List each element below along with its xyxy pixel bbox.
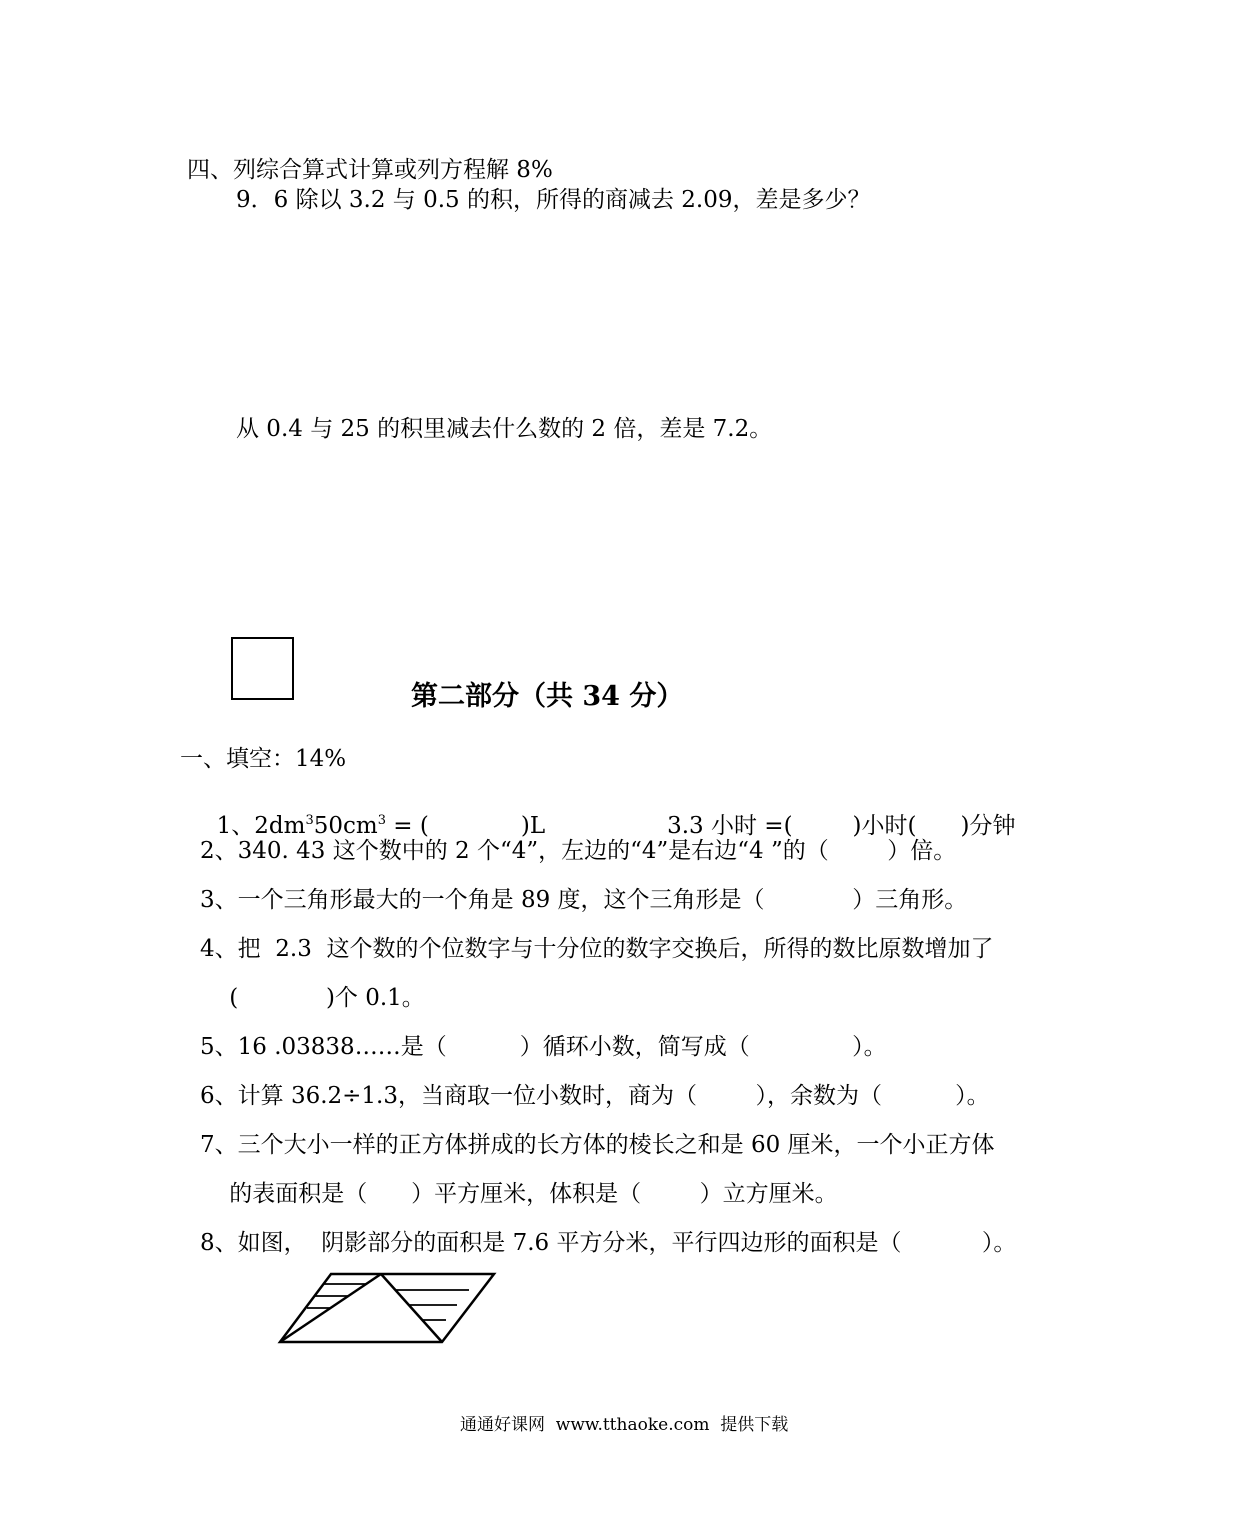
fill-item-4-continued: ( )个 0.1。 [200,985,425,1011]
item1-value-cm: 50cm [313,813,378,839]
item1-value-dm: 2dm [254,813,306,839]
item1-hours-mid: )小时( [852,813,917,839]
footer-credit: 通通好课网 www.tthaoke.com 提供下载 [460,1415,789,1435]
item1-hours-start: 3.3 小时 =( [667,813,793,839]
fill-item-7: 7、三个大小一样的正方体拼成的长方体的棱长之和是 60 厘米，一个小正方体 [200,1132,995,1158]
section4-heading: 四、列综合算式计算或列方程解 8% [187,157,553,183]
section1-heading: 一、填空：14% [180,746,347,772]
item1-unit-l: )L [520,813,546,839]
section4-question-2: 从 0.4 与 25 的积里减去什么数的 2 倍，差是 7.2。 [236,416,773,442]
fill-item-2: 2、340. 43 这个数中的 2 个“4”，左边的“4”是右边“4 ”的（ ）倍。 [200,838,957,864]
fill-item-3: 3、一个三角形最大的一个角是 89 度，这个三角形是（ ）三角形。 [200,887,968,913]
fill-item-8: 8、如图， 阴影部分的面积是 7.6 平方分米，平行四边形的面积是（ ）。 [200,1230,1017,1256]
item1-number: 1、 [216,813,255,839]
parallelogram-figure [270,1265,506,1351]
item1-equals: = ( [385,813,429,839]
item1-minutes-end: )分钟 [960,813,1016,839]
diagonal-right [381,1274,442,1342]
section4-question-1: 9．6 除以 3.2 与 0.5 的积，所得的商减去 2.09，差是多少？ [236,187,871,213]
fill-item-6: 6、计算 36.2÷1.3，当商取一位小数时，商为（ ），余数为（ ）。 [200,1083,990,1109]
fill-item-4: 4、把 2.3 这个数的个位数字与十分位的数字交换后，所得的数比原数增加了 [200,936,994,962]
item1-exponent-1: 3 [305,813,314,828]
fill-item-7-continued: 的表面积是（ ）平方厘米，体积是（ ）立方厘米。 [200,1181,838,1207]
item1-exponent-2: 3 [377,813,386,828]
score-box [231,637,294,700]
part2-title: 第二部分（共 34 分） [411,681,684,712]
fill-item-5: 5、16 .03838……是（ ）循环小数，简写成（ ）。 [200,1034,887,1060]
fill-item-1 [202,784,1015,840]
